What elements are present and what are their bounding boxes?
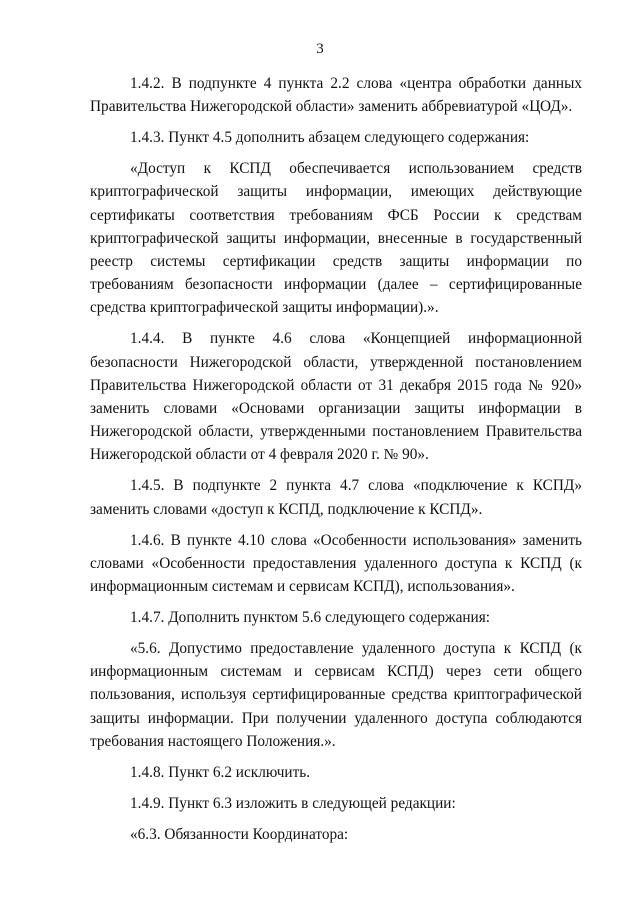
- paragraph-1-4-8: 1.4.8. Пункт 6.2 исключить.: [130, 763, 311, 781]
- paragraph-1-4-2: 1.4.2. В подпункте 4 пункта 2.2 слова «центра обработки данных Правительства Нижегородской области» заменить аббревиатурой «ЦОД».: [90, 75, 582, 116]
- document-body: [90, 72, 582, 846]
- paragraph-access-kspd: «Доступ к КСПД обеспечивается использованием средств криптографической защиты информации, имеющих действующие сертификаты соответствия требованиям ФСБ России к средствам криптографической защиты информации, внесенные в государственный реестр системы сертификации средств защиты информации по требованиям безопасности информации (далее – сертифицированные средства криптографической защиты информации).».: [90, 160, 582, 317]
- paragraph-1-4-5: 1.4.5. В подпункте 2 пункта 4.7 слова «подключение к КСПД» заменить словами «доступ к КСПД, подключение к КСПД».: [90, 477, 582, 518]
- paragraph-6-3: «6.3. Обязанности Координатора:: [130, 825, 349, 843]
- paragraph-1-4-6: 1.4.6. В пункте 4.10 слова «Особенности использования» заменить словами «Особенности предоставления удаленного доступа к КСПД (к информационным системам и сервисам КСПД), использования».: [90, 531, 582, 596]
- paragraph-1-4-7: 1.4.7. Дополнить пунктом 5.6 следующего содержания:: [130, 609, 491, 627]
- paragraph-1-4-3: 1.4.3. Пункт 4.5 дополнить абзацем следующего содержания:: [130, 129, 530, 147]
- paragraph-1-4-9: 1.4.9. Пункт 6.3 изложить в следующей редакции:: [130, 794, 456, 812]
- paragraph-5-6: «5.6. Допустимо предоставление удаленного доступа к КСПД (к информационным системам и сервисам КСПД) через сети общего пользования, используя сертифицированные средства криптографической защиты информации. При получении удаленного доступа соблюдаются требования настоящего Положения.».: [90, 640, 582, 750]
- page-number: 3: [316, 41, 324, 57]
- paragraph-1-4-4: 1.4.4. В пункте 4.6 слова «Концепцией информационной безопасности Нижегородской области, утвержденной постановлением Правительства Нижегородской области от 31 декабря 2015 года № 920» заменить словами «Основами организации защиты информации в Нижегородской области, утвержденными постановлением Правительства Нижегородской области от 4 февраля 2020 г. № 90».: [90, 330, 582, 464]
